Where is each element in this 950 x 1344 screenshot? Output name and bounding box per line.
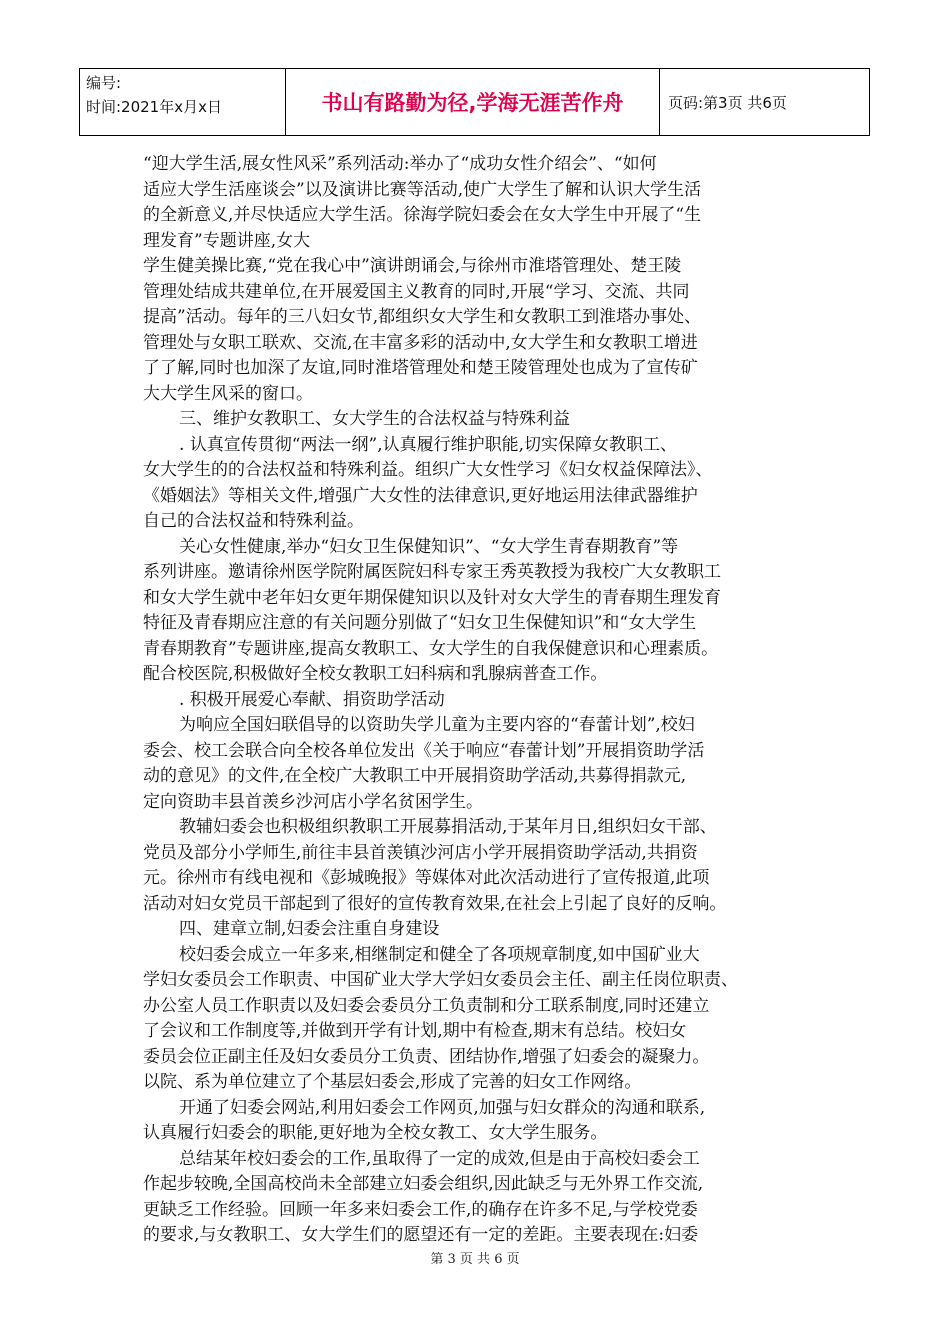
text-line: 管理处与女职工联欢、交流,在丰富多彩的活动中,女大学生和女教职工增进 xyxy=(143,332,698,353)
text-line: 党员及部分小学师生,前往丰县首羡镇沙河店小学开展捐资助学活动,共捐资 xyxy=(143,842,698,863)
text-line: 了了解,同时也加深了友谊,同时淮塔管理处和楚王陵管理处也成为了宣传矿 xyxy=(143,358,698,378)
text-line: 办公室人员工作职责以及妇委会委员分工负责制和分工联系制度,同时还建立 xyxy=(143,995,710,1016)
text-line: 理发育”专题讲座,女大 xyxy=(143,230,311,251)
text-line: . 积极开展爱心奉献、捐资助学活动 xyxy=(179,689,445,710)
text-line: 女大学生的的合法权益和特殊利益。组织广大女性学习《妇女权益保障法》、 xyxy=(143,460,713,480)
text-line: 自己的合法权益和特殊利益。 xyxy=(143,511,364,531)
text-line: 总结某年校妇委会的工作,虽取得了一定的成效,但是由于高校妇委会工 xyxy=(179,1148,700,1169)
text-line: . 认真宣传贯彻“两法一纲”,认真履行维护职能,切实保障女教职工、 xyxy=(179,434,677,455)
text-line: 作起步较晚,全国高校尚未全部建立妇委会组织,因此缺乏与无外界工作交流, xyxy=(143,1174,704,1194)
text-line: 大大学生风采的窗口。 xyxy=(143,383,313,404)
text-line: 三、维护女教职工、女大学生的合法权益与特殊利益 xyxy=(179,409,570,429)
text-line: 适应大学生活座谈会”以及演讲比赛等活动,使广大学生了解和认识大学生活 xyxy=(143,179,702,200)
text-line: 四、建章立制,妇委会注重自身建设 xyxy=(179,919,440,939)
header-motto: 书山有路勤为径,学海无涯苦作舟 xyxy=(286,69,660,135)
text-line: 提高”活动。每年的三八妇女节,都组织女大学生和女教职工到淮塔办事处、 xyxy=(143,307,702,327)
header-page-label: 页码:第3页 共6页 xyxy=(668,93,787,112)
text-line: “迎大学生活,展女性风采”系列活动:举办了“成功女性介绍会”、“如何 xyxy=(143,154,657,174)
text-line: 学妇女委员会工作职责、中国矿业大学大学妇女委员会主任、副主任岗位职责、 xyxy=(143,970,738,990)
number-label: 编号: xyxy=(86,74,122,92)
text-line: 的全新意义,并尽快适应大学生活。徐海学院妇委会在女大学生中开展了“生 xyxy=(143,205,702,225)
page-footer: 第 3 页 共 6 页 xyxy=(430,1252,520,1267)
text-line: 活动对妇女党员干部起到了很好的宣传教育效果,在社会上引起了良好的反响。 xyxy=(143,893,727,914)
text-line: 青春期教育”专题讲座,提高女教职工、女大学生的自我保健意识和心理素质。 xyxy=(143,638,719,659)
text-line: 系列讲座。邀请徐州医学院附属医院妇科专家王秀英教授为我校广大女教职工 xyxy=(143,562,721,582)
text-line: 定向资助丰县首羡乡沙河店小学名贫困学生。 xyxy=(143,791,483,812)
text-line: 教辅妇委会也积极组织教职工开展募捐活动,于某年月日,组织妇女干部、 xyxy=(179,817,717,837)
text-line: 以院、系为单位建立了个基层妇委会,形成了完善的妇女工作网络。 xyxy=(143,1072,642,1092)
text-line: 元。徐州市有线电视和《彭城晚报》等媒体对此次活动进行了宣传报道,此项 xyxy=(143,868,710,888)
text-line: 校妇委会成立一年多来,相继制定和健全了各项规章制度,如中国矿业大 xyxy=(179,944,700,965)
text-line: 动的意见》的文件,在全校广大教职工中开展捐资助学活动,共募得捐款元, xyxy=(143,766,687,786)
text-line: 的要求,与女教职工、女大学生们的愿望还有一定的差距。主要表现在:妇委 xyxy=(143,1225,699,1245)
header-meta xyxy=(80,69,286,135)
text-line: 配合校医院,积极做好全校女教职工妇科病和乳腺病普查工作。 xyxy=(143,664,608,684)
text-line: 委员会位正副主任及妇女委员分工负责、团结协作,增强了妇委会的凝聚力。 xyxy=(143,1046,710,1067)
page-header xyxy=(79,68,870,136)
text-line: 更缺乏工作经验。回顾一年多来妇委会工作,的确存在许多不足,与学校党委 xyxy=(143,1199,698,1220)
text-line: 开通了妇委会网站,利用妇委会工作网页,加强与妇女群众的沟通和联系, xyxy=(179,1097,706,1118)
text-line: 认真履行妇委会的职能,更好地为全校女教工、女大学生服务。 xyxy=(143,1123,608,1143)
time-label: 时间:2021年x月x日 xyxy=(86,98,222,116)
text-line: 学生健美操比赛,“党在我心中”演讲朗诵会,与徐州市淮塔管理处、楚王陵 xyxy=(143,256,682,276)
text-line: 和女大学生就中老年妇女更年期保健知识以及针对女大学生的青春期生理发育 xyxy=(143,587,721,608)
text-line: 关心女性健康,举办“妇女卫生保健知识”、“女大学生青春期教育”等 xyxy=(179,536,679,557)
document-body xyxy=(143,152,808,1249)
text-line: 了会议和工作制度等,并做到开学有计划,期中有检查,期末有总结。校妇女 xyxy=(143,1021,687,1041)
text-line: 特征及青春期应注意的有关问题分别做了“妇女卫生保健知识”和“女大学生 xyxy=(143,613,697,633)
text-line: 《婚姻法》等相关文件,增强广大女性的法律意识,更好地运用法律武器维护 xyxy=(143,485,698,506)
text-line: 管理处结成共建单位,在开展爱国主义教育的同时,开展“学习、交流、共同 xyxy=(143,281,690,302)
text-line: 委会、校工会联合向全校各单位发出《关于响应“春蕾计划”开展捐资助学活 xyxy=(143,740,705,761)
text-line: 为响应全国妇联倡导的以资助失学儿童为主要内容的“春蕾计划”,校妇 xyxy=(179,715,695,735)
